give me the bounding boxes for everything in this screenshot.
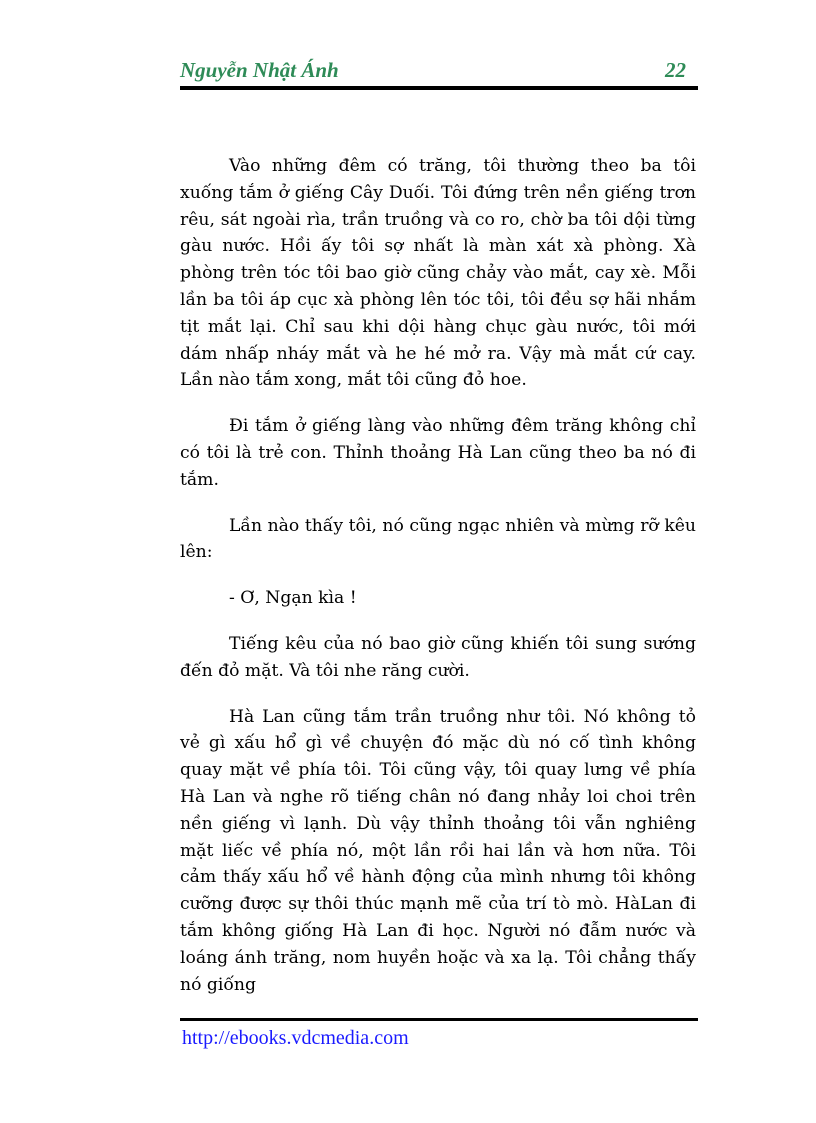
paragraph: Lần nào thấy tôi, nó cũng ngạc nhiên và mừng rỡ kêu lên:: [180, 515, 696, 563]
author-name: Nguyễn Nhật Ánh: [180, 58, 339, 82]
footer-link[interactable]: http://ebooks.vdcmedia.com: [182, 1027, 409, 1049]
paragraph: Đi tắm ở giếng làng vào những đêm trăng không chỉ có tôi là trẻ con. Thỉnh thoảng Hà Lan cũng theo ba nó đi tắm.: [180, 416, 696, 490]
header-rule: [180, 86, 698, 90]
footer-rule: [180, 1018, 698, 1021]
paragraph: Tiếng kêu của nó bao giờ cũng khiến tôi sung sướng đến đỏ mặt. Và tôi nhe răng cười.: [180, 633, 696, 681]
body-text: [180, 153, 696, 1017]
page-number: 22: [665, 58, 686, 82]
page-header: [180, 58, 698, 86]
paragraph: Hà Lan cũng tắm trần truồng như tôi. Nó không tỏ vẻ gì xấu hổ gì về chuyện đó mặc dù nó cố tình không quay mặt về phía tôi. Tôi cũng vậy, tôi quay lưng về phía Hà Lan và nghe rõ tiếng chân nó đang nhảy loi choi trên nền giếng vì lạnh. Dù vậy thỉnh thoảng tôi vẫn nghiêng mặt liếc về phía nó, một lần rồi hai lần và hơn nữa. Tôi cảm thấy xấu hổ về hành động của mình nhưng tôi không cưỡng được sự thôi thúc mạnh mẽ của trí tò mò. HàLan đi tắm không giống Hà Lan đi học. Người nó đẫm nước và loáng ánh trăng, nom huyền hoặc và xa lạ. Tôi chẳng thấy nó giống: [180, 706, 696, 995]
paragraph: - Ơ, Ngạn kìa !: [229, 588, 357, 609]
paragraph: Vào những đêm có trăng, tôi thường theo ba tôi xuống tắm ở giếng Cây Duối. Tôi đứng trên nền giếng trơn rêu, sát ngoài rìa, trần truồng và co ro, chờ ba tôi dội từng gàu nước. Hồi ấy tôi sợ nhất là màn xát xà phòng. Xà phòng trên tóc tôi bao giờ cũng chảy vào mắt, cay xè. Mỗi lần ba tôi áp cục xà phòng lên tóc tôi, tôi đều sợ hãi nhắm tịt mắt lại. Chỉ sau khi dội hàng chục gàu nước, tôi mới dám nhấp nháy mắt và he hé mở ra. Vậy mà mắt cứ cay. Lần nào tắm xong, mắt tôi cũng đỏ hoe.: [180, 156, 696, 391]
